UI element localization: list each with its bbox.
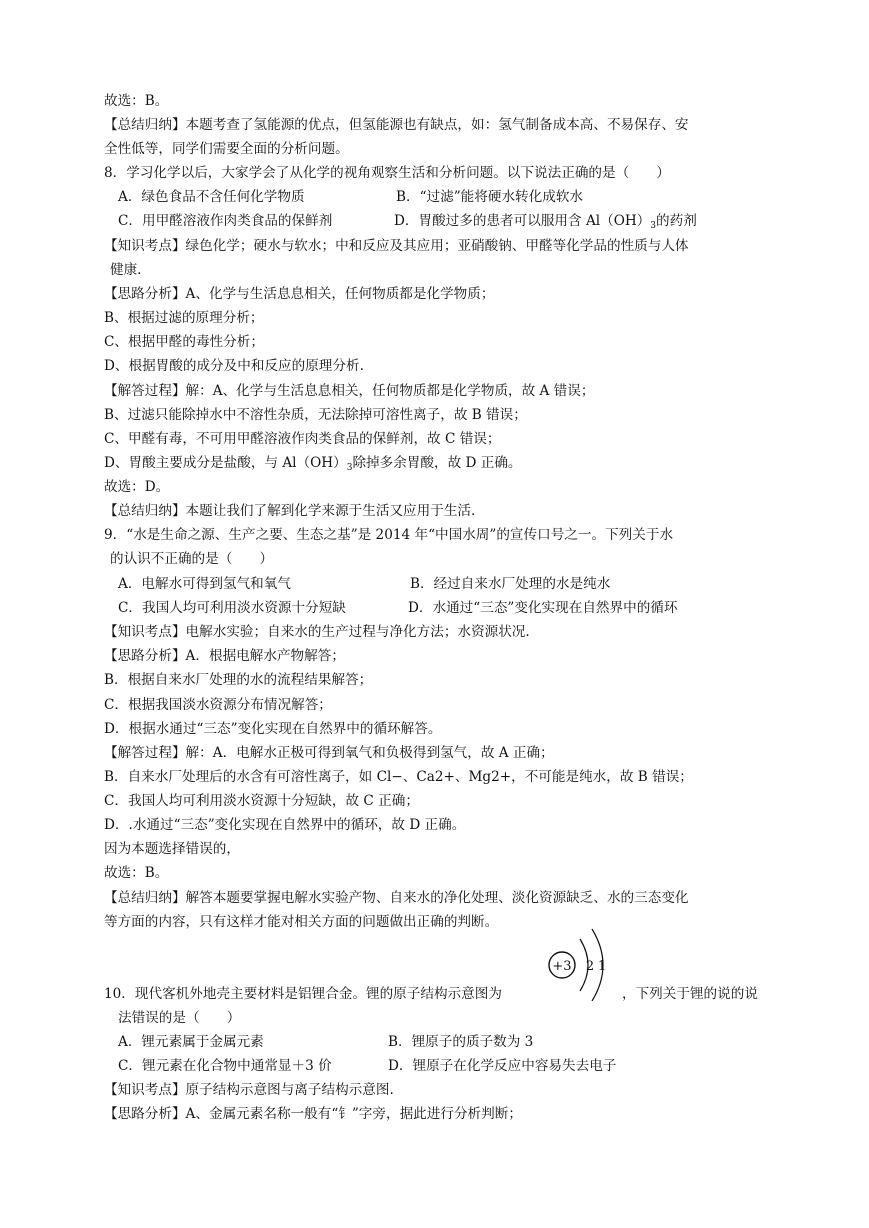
question-8-options-row2 xyxy=(118,213,738,229)
analysis-line: B、根据过滤的原理分析； xyxy=(104,310,264,326)
shell-2-electrons: 1 xyxy=(597,959,607,974)
knowledge-points: 【知识考点】电解水实验；自来水的生产过程与净化方法；水资源状况. xyxy=(104,624,530,640)
solution-line: D、胃酸主要成分是盐酸，与 $Al(OH)_3$除掉多余胃酸，故 D 正确。 xyxy=(104,455,522,473)
analysis-line: D．根据水通过“三态”变化实现在自然界中的循环解答。 xyxy=(104,721,442,737)
summary-line-cont: 全性低等，同学们需要全面的分析问题。 xyxy=(104,141,349,157)
analysis-line: B．根据自来水厂处理的水的流程结果解答； xyxy=(104,672,373,688)
analysis-line: 【思路分析】A、化学与生活息息相关，任何物质都是化学物质； xyxy=(104,286,495,302)
analysis-line: 【思路分析】A．根据电解水产物解答； xyxy=(104,648,345,664)
solution-line: C、甲醛有毒，不可用甲醛溶液作肉类食品的保鲜剂，故 C 错误； xyxy=(104,431,501,447)
question-9-stem-cont: 的认识不正确的是（ ） xyxy=(110,551,274,567)
answer-line: 故选：B。 xyxy=(104,865,169,881)
option-b: B．“过滤”能将硬水转化成软水 xyxy=(396,189,584,205)
knowledge-points: 【知识考点】绿色化学；硬水与软水；中和反应及其应用；亚硝酸钠、甲醛等化学品的性质与人体 xyxy=(104,238,689,254)
analysis-line: 【思路分析】A、金属元素名称一般有“钅”字旁，据此进行分析判断； xyxy=(104,1106,522,1122)
option-a: A．绿色食品不含任何化学物质 xyxy=(118,189,305,205)
option-b: B．经过自来水厂处理的水是纯水 xyxy=(410,576,611,592)
answer-line: 故选：B。 xyxy=(104,93,169,109)
summary-line: 【总结归纳】解答本题要掌握电解水实验产物、自来水的净化处理、淡化资源缺乏、水的三态变化 xyxy=(104,890,689,906)
question-10-stem-cont: 法错误的是（ ） xyxy=(118,1010,241,1026)
solution-line: 【解答过程】解：A、化学与生活息息相关，任何物质都是化学物质，故 A 错误； xyxy=(104,383,595,399)
solution-line: B．自来水厂处理后的水含有可溶性离子，如 Cl−、Ca2+、Mg2+，不可能是纯水，故 B 错误； xyxy=(104,769,693,785)
solution-line: C．我国人均可利用淡水资源十分短缺，故 C 正确； xyxy=(104,793,419,809)
option-d: D．水通过“三态”变化实现在自然界中的循环 xyxy=(408,600,678,616)
solution-line: 因为本题选择错误的， xyxy=(104,841,240,857)
nucleus-charge: +3 xyxy=(552,959,572,974)
summary-line: 【总结归纳】本题考查了氢能源的优点，但氢能源也有缺点，如：氢气制备成本高、不易保存、安 xyxy=(104,117,689,133)
question-9-options-row2 xyxy=(118,600,738,616)
solution-line: B、过滤只能除掉水中不溶性杂质，无法除掉可溶性离子，故 B 错误； xyxy=(104,407,527,423)
option-d: D．锂原子在化学反应中容易失去电子 xyxy=(388,1058,617,1074)
analysis-line: C．根据我国淡水资源分布情况解答； xyxy=(104,697,332,713)
option-a: A．电解水可得到氢气和氧气 xyxy=(118,576,291,592)
option-b: B．锂原子的质子数为 3 xyxy=(388,1034,534,1050)
analysis-line: D、根据胃酸的成分及中和反应的原理分析. xyxy=(104,358,364,374)
summary-line: 【总结归纳】本题让我们了解到化学来源于生活又应用于生活. xyxy=(104,503,476,519)
question-10-options-row2 xyxy=(118,1058,738,1074)
option-c: C．用甲醛溶液作肉类食品的保鲜剂 xyxy=(118,213,333,229)
option-d: D．胃酸过多的患者可以服用含 $Al(OH)_3$的药剂 xyxy=(394,213,697,231)
option-a: A．锂元素属于金属元素 xyxy=(118,1034,264,1050)
question-10-options-row1 xyxy=(118,1034,638,1050)
analysis-line: C、根据甲醛的毒性分析； xyxy=(104,334,264,350)
option-c: C．锂元素在化合物中通常显＋3 价 xyxy=(118,1058,332,1074)
knowledge-points-cont: 健康. xyxy=(110,262,142,278)
question-8-options-row1 xyxy=(118,189,618,205)
solution-line: D．.水通过“三态”变化实现在自然界中的循环，故 D 正确。 xyxy=(104,817,466,833)
question-9-options-row1 xyxy=(118,576,638,592)
shell-1-electrons: 2 xyxy=(585,959,595,974)
question-8-stem: 8．学习化学以后，大家学会了从化学的视角观察生活和分析问题。以下说法正确的是（ ） xyxy=(104,165,670,181)
question-9-stem: 9．“水是生命之源、生产之要、生态之基”是 2014 年“中国水周”的宣传口号之一。下列关于水 xyxy=(104,527,674,543)
knowledge-points: 【知识考点】原子结构示意图与离子结构示意图. xyxy=(104,1082,394,1098)
solution-line: 【解答过程】解：A．电解水正极可得到氧气和负极得到氢气，故 A 正确； xyxy=(104,745,554,761)
summary-line-cont: 等方面的内容，只有这样才能对相关方面的问题做出正确的判断。 xyxy=(104,914,499,930)
question-10-stem: 10．现代客机外地壳主要材料是铝锂合金。锂的原子结构示意图为 ，下列关于锂的说的说 xyxy=(104,986,758,1002)
answer-line: 故选：D。 xyxy=(104,479,170,495)
option-c: C．我国人均可利用淡水资源十分短缺 xyxy=(118,600,346,616)
